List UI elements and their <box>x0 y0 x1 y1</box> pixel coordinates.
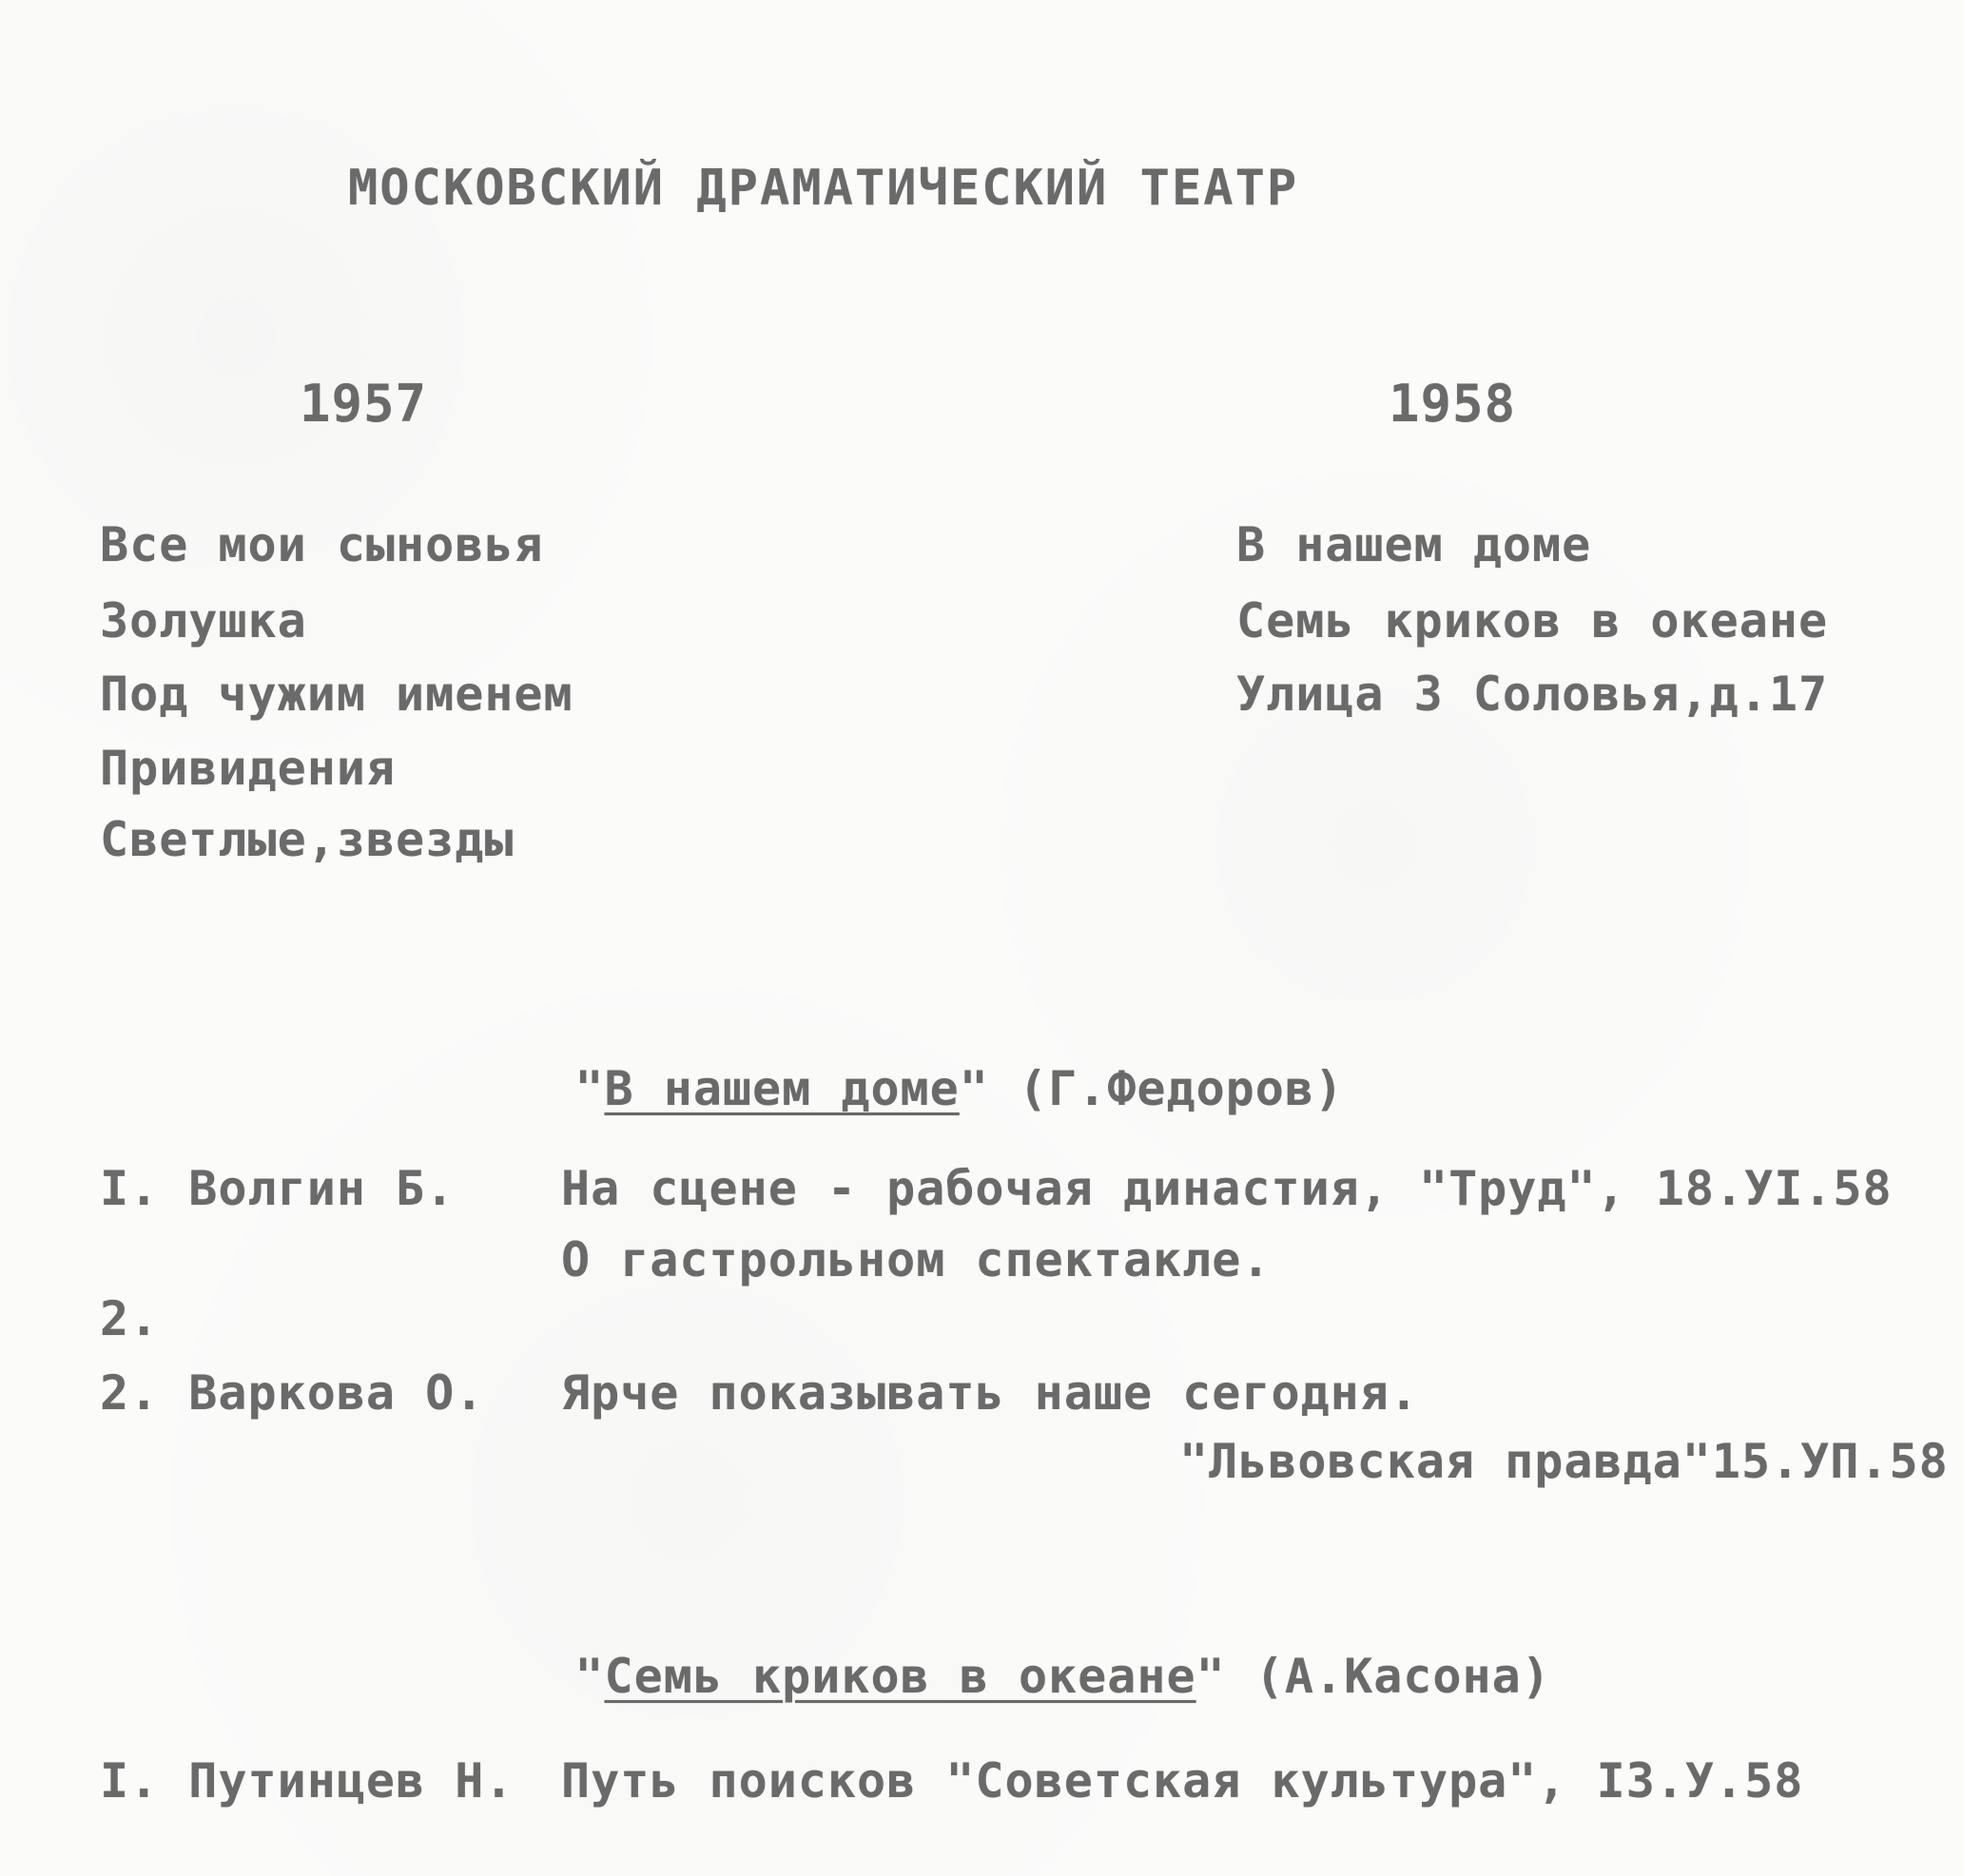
repertoire-1958-item: В нашем доме <box>1236 517 1592 572</box>
year-1958: 1958 <box>1389 374 1517 434</box>
repertoire-1957-item: Золушка <box>100 593 307 648</box>
year-1957: 1957 <box>300 374 428 434</box>
entry-text: Путь поисков "Советская культура", I3.У.58 <box>561 1753 1804 1808</box>
repertoire-1957-item: Светлые,звезды <box>100 812 515 867</box>
repertoire-1958-item: Улица 3 Соловья,д.17 <box>1236 667 1829 722</box>
section-1-heading: "В нашем доме" (Г.Федоров) <box>574 1061 1345 1116</box>
section-1-author: (Г.Федоров) <box>988 1061 1345 1116</box>
repertoire-1957-item: Под чужим именем <box>100 667 573 722</box>
repertoire-1957-item: Привидения <box>100 741 397 796</box>
section-2-author: (А.Касона) <box>1225 1649 1551 1704</box>
section-2-heading: "Семь криков в океане" (А.Касона) <box>574 1649 1551 1704</box>
entry-label: 2. Варкова О. <box>100 1365 485 1421</box>
entry-label: I. Путинцев Н. <box>100 1753 515 1808</box>
repertoire-1958-item: Семь криков в океане <box>1236 593 1829 648</box>
entry-label: 2. <box>100 1291 160 1346</box>
entry-label: I. Волгин Б. <box>100 1161 456 1216</box>
repertoire-1957-item: Все мои сыновья <box>100 517 544 572</box>
entry-text: "Львовская правда"15.УП.58 <box>1179 1434 1949 1489</box>
entry-text: Ярче показывать наше сегодня. <box>561 1365 1419 1421</box>
section-1-title: В нашем доме <box>604 1061 960 1116</box>
entry-text: О гастрольном спектакле. <box>561 1232 1272 1287</box>
section-2-title: Семь криков в океане <box>604 1649 1196 1704</box>
entry-text: На сцене - рабочая династия, "Труд", 18.УI.58 <box>561 1161 1893 1216</box>
document-title: МОСКОВСКИЙ ДРАМАТИЧЕСКИЙ ТЕАТР <box>348 160 1299 217</box>
